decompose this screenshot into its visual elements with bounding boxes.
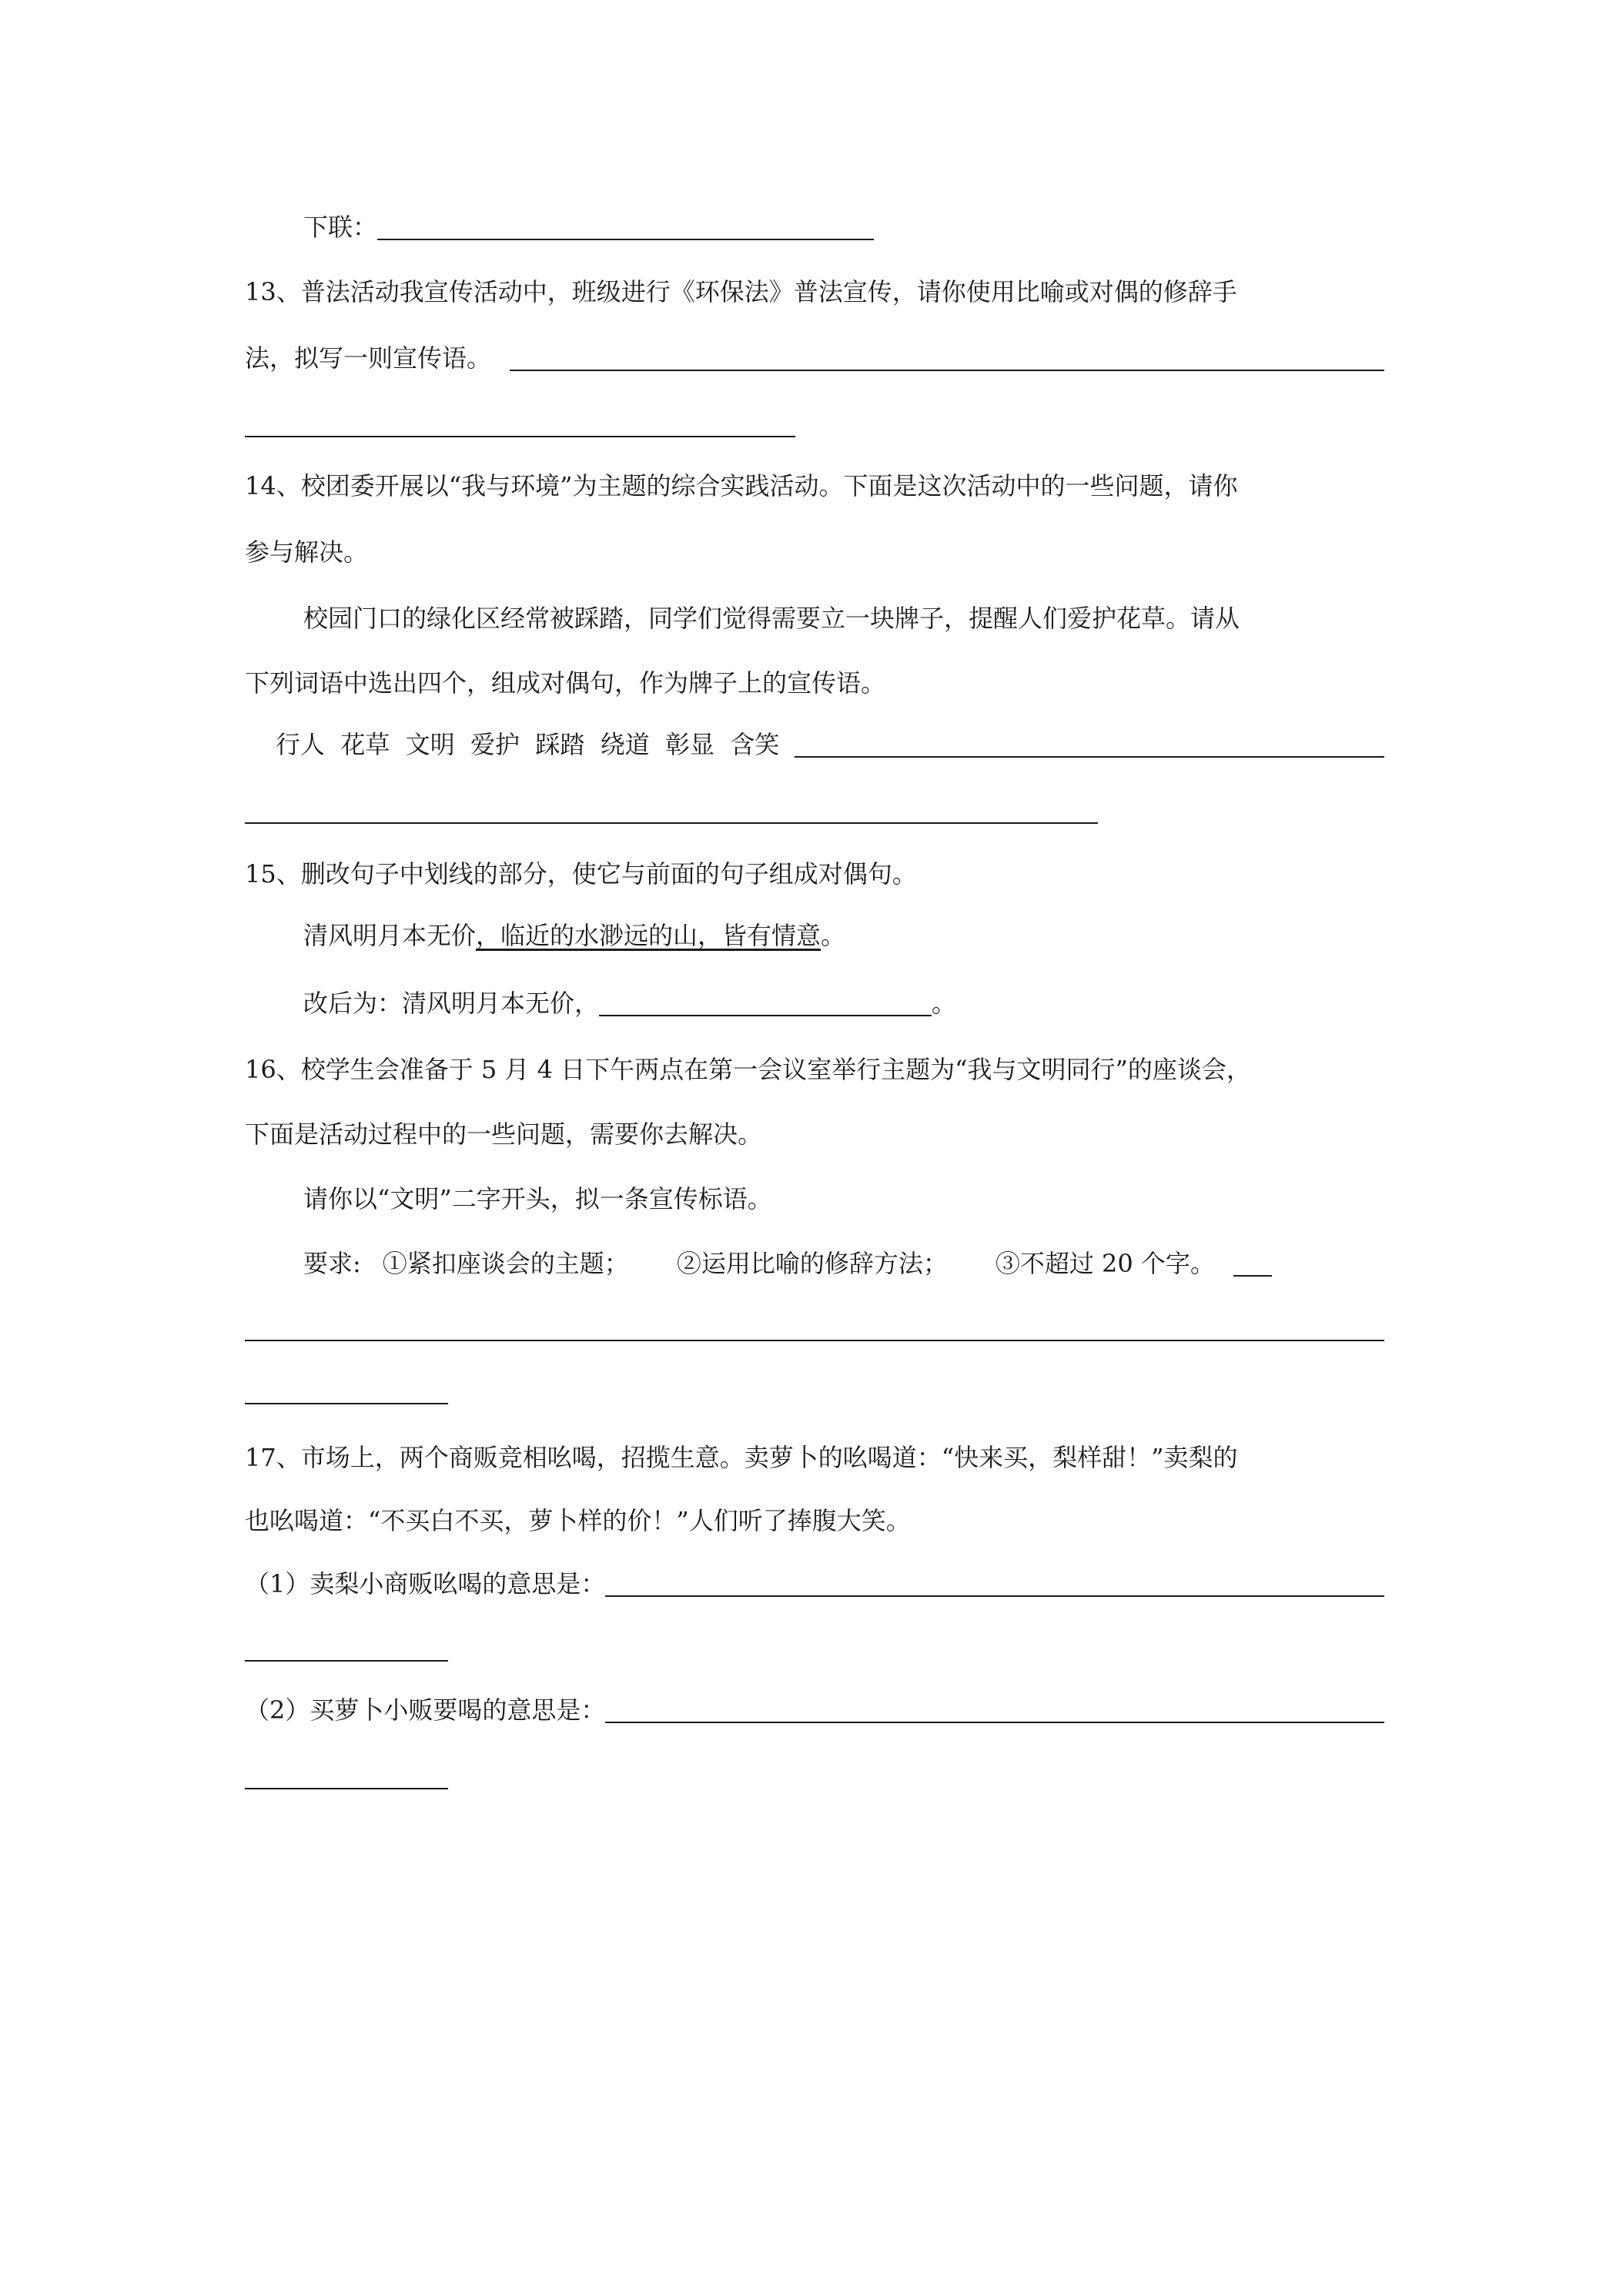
question-16-answer-blank-2[interactable]: [245, 1340, 1384, 1341]
question-16-requirement-2: ②运用比喻的修辞方法；: [676, 1249, 948, 1278]
question-15-answer-blank[interactable]: [599, 987, 932, 1016]
question-14-answer-blank[interactable]: [795, 728, 1384, 758]
question-16-answer-blank-3[interactable]: [245, 1403, 448, 1404]
question-14-prompt-1: 14、校团委开展以“我与环境”为主题的综合实践活动。下面是这次活动中的一些问题，请你: [245, 471, 1238, 500]
question-17-sub-2-answer-blank-2[interactable]: [245, 1788, 448, 1789]
question-17-sub-2-row: [245, 1692, 1384, 1728]
question-14-text-line-4: [245, 665, 1384, 701]
question-15-rewrite-row: [303, 986, 1384, 1021]
question-14-answer-blank-2[interactable]: [245, 822, 1098, 824]
question-17-text-line-1: [245, 1440, 1384, 1475]
question-15-rewrite-end: 。: [932, 989, 957, 1018]
question-13-prompt-2: 法，拟写一则宣传语。: [245, 343, 492, 373]
question-16-text-line-2: [245, 1116, 1384, 1152]
question-14-text-line-3: [303, 601, 1384, 636]
question-15-sentence-end: 。: [821, 921, 846, 950]
question-13-answer-blank[interactable]: [510, 342, 1384, 371]
question-15-prompt: 15、删改句子中划线的部分，使它与前面的句子组成对偶句。: [245, 859, 917, 889]
question-14-word-bank: 行人 花草 文明 爱护 踩踏 绕道 彰显 含笑: [276, 730, 780, 759]
question-16-prompt-1: 16、校学生会准备于 5 月 4 日下午两点在第一会议室举行主题为“我与文明同行”的座谈会，: [245, 1055, 1251, 1084]
question-17-prompt-1: 17、市场上，两个商贩竞相吆喝，招揽生意。卖萝卜的吆喝道：“快来买，梨样甜！”卖梨的: [245, 1443, 1238, 1472]
question-16-text-line-1: [245, 1052, 1384, 1087]
question-15-underlined-part: ，临近的水渺远的山，皆有情意: [476, 921, 822, 950]
question-17-sub-2-label: （2）买萝卜小贩要喝的意思是：: [245, 1695, 606, 1725]
question-15-rewrite-label: 改后为：清风明月本无价，: [303, 989, 600, 1018]
question-13-answer-blank-2[interactable]: [245, 436, 795, 437]
question-17-sub-1-answer-blank-2[interactable]: [245, 1660, 448, 1662]
question-17-sub-1-label: （1）卖梨小商贩吆喝的意思是：: [245, 1569, 606, 1598]
question-15-text-line-1: [245, 856, 1384, 892]
question-16-requirements-row: [303, 1246, 1384, 1281]
question-16-prompt-3: 请你以“文明”二字开头，拟一条宣传标语。: [303, 1184, 772, 1213]
question-14-text-line-1: [245, 468, 1384, 504]
question-16-prompt-2: 下面是活动过程中的一些问题，需要你去解决。: [245, 1120, 763, 1149]
question-16-requirements-label: 要求:: [303, 1249, 361, 1278]
question-16-requirement-1: ①紧扣座谈会的主题；: [382, 1249, 629, 1278]
couplet-answer-blank[interactable]: [377, 211, 874, 240]
question-13-text-line-2: [245, 340, 1384, 376]
question-17-text-line-2: [245, 1503, 1384, 1538]
question-17-sub-2-answer-blank[interactable]: [605, 1694, 1384, 1723]
question-17-sub-1-answer-blank[interactable]: [605, 1568, 1384, 1597]
question-16-text-line-3: [303, 1181, 1384, 1217]
question-14-text-line-2: [245, 534, 1384, 570]
couplet-second-line-label: 下联：: [303, 213, 378, 242]
question-16-requirement-3: ③不超过 20 个字。: [995, 1249, 1215, 1278]
question-15-sentence-start: 清风明月本无价: [303, 921, 477, 950]
question-14-prompt-2: 参与解决。: [245, 537, 369, 567]
question-15-sentence-row: [303, 918, 1384, 953]
question-17-sub-1-row: [245, 1566, 1384, 1602]
question-13-prompt-1: 13、普法活动我宣传活动中，班级进行《环保法》普法宣传，请你使用比喻或对偶的修辞手: [245, 277, 1237, 306]
question-14-prompt-3: 校园门口的绿化区经常被踩踏，同学们觉得需要立一块牌子，提醒人们爱护花草。请从: [303, 604, 1240, 633]
question-14-prompt-4: 下列词语中选出四个，组成对偶句，作为牌子上的宣传语。: [245, 668, 886, 698]
question-17-prompt-2: 也吆喝道：“不买白不买，萝卜样的价！”人们听了捧腹大笑。: [245, 1506, 911, 1535]
question-13-text-line-1: [245, 274, 1384, 310]
couplet-second-line-row: [303, 209, 1384, 245]
question-14-word-bank-row: [276, 727, 1384, 762]
question-16-answer-blank[interactable]: [1233, 1247, 1272, 1277]
